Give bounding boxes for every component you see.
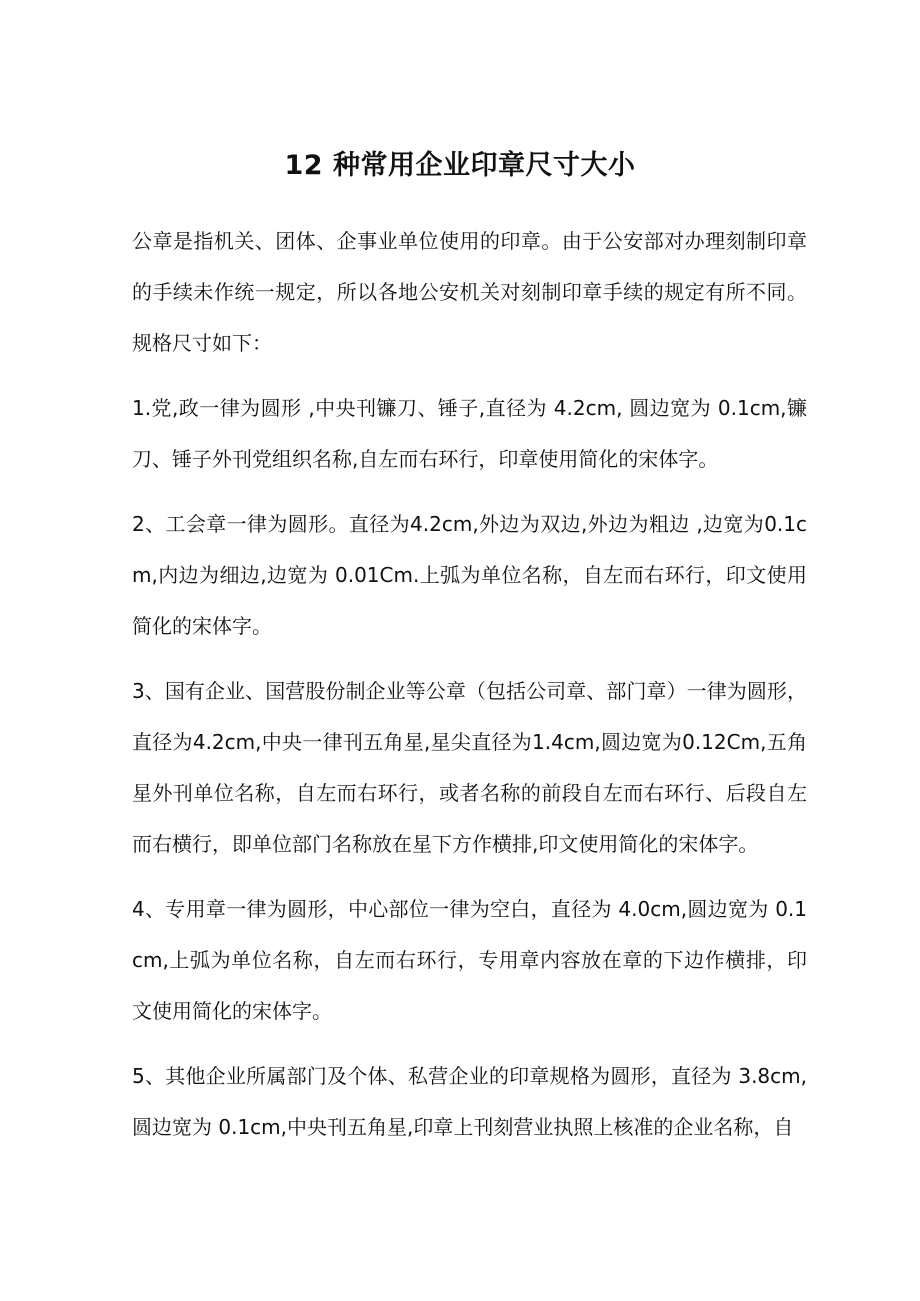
paragraph-item-5: 5、其他企业所属部门及个体、私营企业的印章规格为圆形，直径为 3.8cm,圆边宽为 0.1cm,中央刊五角星,印章上刊刻营业执照上核准的企业名称，自 bbox=[132, 1064, 807, 1139]
paragraph-item-2: 2、工会章一律为圆形。直径为4.2cm,外边为双边,外边为粗边 ,边宽为0.1cm,内边为细边,边宽为 0.01Cm.上弧为单位名称，自左而右环行，印文使用简化的宋体字。 bbox=[132, 512, 807, 638]
document-title: 12 种常用企业印章尺寸大小 bbox=[284, 150, 636, 181]
paragraph-item-4: 4、专用章一律为圆形，中心部位一律为空白，直径为 4.0cm,圆边宽为 0.1cm,上弧为单位名称，自左而右环行，专用章内容放在章的下边作横排，印文使用简化的宋体字。 bbox=[132, 897, 807, 1023]
paragraph-item-1: 1.党,政一律为圆形 ,中央刊镰刀、锤子,直径为 4.2cm, 圆边宽为 0.1cm,镰刀、锤子外刊党组织名称,自左而右环行，印章使用简化的宋体字。 bbox=[132, 396, 807, 471]
paragraph-item-3: 3、国有企业、国营股份制企业等公章（包括公司章、部门章）一律为圆形，直径为4.2cm,中央一律刊五角星,星尖直径为1.4cm,圆边宽为0.12Cm,五角星外刊单位名称，自左而右环行，或者名称的前段自左而右环行、后段自左而右横行，即单位部门名称放在星下方作横排,印文使用简化的宋体字。 bbox=[132, 679, 807, 856]
intro-paragraph: 公章是指机关、团体、企事业单位使用的印章。由于公安部对办理刻制印章的手续未作统一规定，所以各地公安机关对刻制印章手续的规定有所不同。规格尺寸如下： bbox=[132, 229, 807, 355]
